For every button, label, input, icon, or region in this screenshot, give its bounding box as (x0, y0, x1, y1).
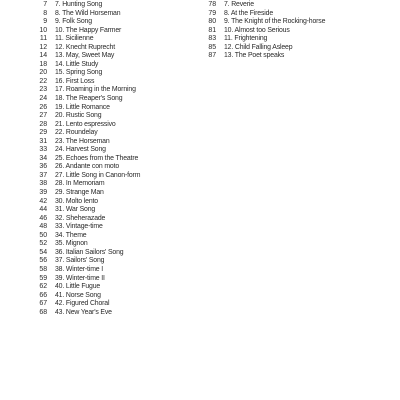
entry-title: 31. War Song (55, 206, 96, 214)
entry-page-number: 22 (39, 77, 47, 85)
entry-page-number: 48 (39, 223, 47, 231)
contents-entry (30, 138, 190, 147)
contents-entry (30, 215, 190, 224)
contents-entry (30, 35, 190, 44)
entry-page-number: 37 (39, 171, 47, 179)
entry-page-number: 8 (43, 9, 47, 17)
contents-entry (30, 78, 190, 87)
contents-entry (30, 86, 190, 95)
entry-page-number: 29 (39, 129, 47, 137)
contents-entry (199, 44, 389, 53)
entry-title: 15. Spring Song (55, 69, 103, 77)
entry-title: 13. May, Sweet May (55, 52, 115, 60)
entry-page-number: 11 (39, 35, 47, 43)
contents-entry (30, 275, 190, 284)
entry-title: 30. Molto lento (55, 197, 98, 205)
entry-title: 8. At the Fireside (224, 9, 274, 17)
entry-page-number: 83 (208, 35, 216, 43)
entry-page-number: 50 (39, 231, 47, 239)
entry-page-number: 33 (39, 146, 47, 154)
contents-list-left (30, 1, 190, 317)
entry-page-number: 36 (39, 163, 47, 171)
entry-title: 18. The Reaper's Song (55, 95, 123, 103)
entry-title: 29. Strange Man (55, 189, 104, 197)
entry-page-number: 10 (39, 26, 47, 34)
entry-page-number: 9 (43, 18, 47, 26)
entry-page-number: 80 (208, 18, 216, 26)
entry-title: 25. Echoes from the Theatre (55, 154, 139, 162)
contents-entry (30, 10, 190, 19)
contents-entry (30, 61, 190, 70)
contents-entry (30, 69, 190, 78)
contents-entry (30, 249, 190, 258)
entry-title: 32. Sheherazade (55, 214, 106, 222)
contents-entry (30, 172, 190, 181)
entry-page-number: 68 (39, 308, 47, 316)
contents-entry (30, 292, 190, 301)
entry-page-number: 46 (39, 214, 47, 222)
entry-page-number: 12 (39, 43, 47, 51)
entry-page-number: 52 (39, 240, 47, 248)
contents-entry (199, 52, 389, 61)
entry-title: 24. Harvest Song (55, 146, 106, 154)
contents-entry (30, 189, 190, 198)
entry-title: 10. The Happy Farmer (55, 26, 122, 34)
entry-title: 11. Sicilienne (55, 35, 94, 43)
entry-page-number: 20 (39, 69, 47, 77)
contents-entry (30, 1, 190, 10)
entry-page-number: 54 (39, 248, 47, 256)
entry-title: 28. In Memoriam (55, 180, 105, 188)
entry-page-number: 56 (39, 257, 47, 265)
entry-title: 19. Little Romance (55, 103, 110, 111)
contents-entry (30, 44, 190, 53)
entry-page-number: 44 (39, 206, 47, 214)
entry-title: 37. Sailors' Song (55, 257, 105, 265)
entry-page-number: 66 (39, 291, 47, 299)
entry-title: 14. Little Study (55, 60, 99, 68)
entry-page-number: 87 (208, 52, 216, 60)
entry-page-number: 62 (39, 283, 47, 291)
contents-entry (30, 266, 190, 275)
entry-title: 10. Almost too Serious (224, 26, 290, 34)
entry-page-number: 7 (43, 1, 47, 8)
entry-title: 41. Norse Song (55, 291, 101, 299)
contents-entry (30, 257, 190, 266)
contents-entry (30, 206, 190, 215)
entry-page-number: 27 (39, 112, 47, 120)
entry-title: 9. Folk Song (55, 18, 92, 26)
entry-title: 17. Roaming in the Morning (55, 86, 136, 94)
contents-entry (30, 52, 190, 61)
entry-title: 12. Child Falling Asleep (224, 43, 293, 51)
entry-title: 16. First Loss (55, 77, 95, 85)
contents-entry (30, 129, 190, 138)
entry-page-number: 31 (39, 137, 47, 145)
entry-title: 9. The Knight of the Rocking-horse (224, 18, 326, 26)
entry-page-number: 18 (39, 60, 47, 68)
contents-entry (30, 309, 190, 318)
entry-page-number: 34 (39, 154, 47, 162)
entry-title: 7. Hunting Song (55, 1, 103, 8)
contents-entry (30, 300, 190, 309)
contents-entry (30, 180, 190, 189)
contents-entry (30, 232, 190, 241)
entry-title: 21. Lento espressivo (55, 120, 116, 128)
entry-title: 23. The Horseman (55, 137, 110, 145)
entry-page-number: 67 (39, 300, 47, 308)
contents-entry (30, 121, 190, 130)
entry-page-number: 23 (39, 86, 47, 94)
entry-title: 36. Italian Sailors' Song (55, 248, 124, 256)
entry-title: 12. Knecht Ruprecht (55, 43, 115, 51)
entry-title: 38. Winter-time I (55, 265, 103, 273)
contents-entry (199, 10, 389, 19)
entry-page-number: 59 (39, 274, 47, 282)
entry-page-number: 39 (39, 189, 47, 197)
contents-entry (30, 283, 190, 292)
entry-title: 13. The Poet speaks (224, 52, 285, 60)
entry-title: 43. New Year's Eve (55, 308, 112, 316)
contents-entry (199, 27, 389, 36)
contents-entry (30, 198, 190, 207)
entry-title: 42. Figured Choral (55, 300, 110, 308)
contents-entry (30, 18, 190, 27)
contents-entry (30, 146, 190, 155)
contents-entry (30, 104, 190, 113)
entry-page-number: 79 (208, 9, 216, 17)
entry-page-number: 58 (39, 265, 47, 273)
entry-page-number: 78 (208, 1, 216, 8)
entry-title: 34. Theme (55, 231, 87, 239)
contents-entry (30, 163, 190, 172)
contents-entry (30, 240, 190, 249)
entry-page-number: 42 (39, 197, 47, 205)
contents-entry (30, 155, 190, 164)
entry-page-number: 26 (39, 103, 47, 111)
entry-title: 11. Frightening (224, 35, 268, 43)
entry-title: 33. Vintage-time (55, 223, 103, 231)
entry-page-number: 24 (39, 95, 47, 103)
entry-page-number: 85 (208, 43, 216, 51)
contents-entry (30, 223, 190, 232)
contents-entry (30, 95, 190, 104)
entry-page-number: 14 (39, 52, 47, 60)
contents-entry (30, 112, 190, 121)
contents-list-right (199, 1, 389, 61)
entry-title: 27. Little Song in Canon-form (55, 171, 141, 179)
contents-entry (199, 18, 389, 27)
entry-title: 39. Winter-time II (55, 274, 105, 282)
entry-title: 20. Rustic Song (55, 112, 102, 120)
entry-title: 22. Roundelay (55, 129, 98, 137)
entry-page-number: 28 (39, 120, 47, 128)
entry-title: 7. Reverie (224, 1, 254, 8)
entry-title: 26. Andante con moto (55, 163, 120, 171)
entry-title: 35. Mignon (55, 240, 88, 248)
contents-entry (199, 35, 389, 44)
entry-page-number: 81 (208, 26, 216, 34)
contents-entry (199, 1, 389, 10)
contents-entry (30, 27, 190, 36)
entry-page-number: 38 (39, 180, 47, 188)
entry-title: 40. Little Fugue (55, 283, 101, 291)
entry-title: 8. The Wild Horseman (55, 9, 121, 17)
